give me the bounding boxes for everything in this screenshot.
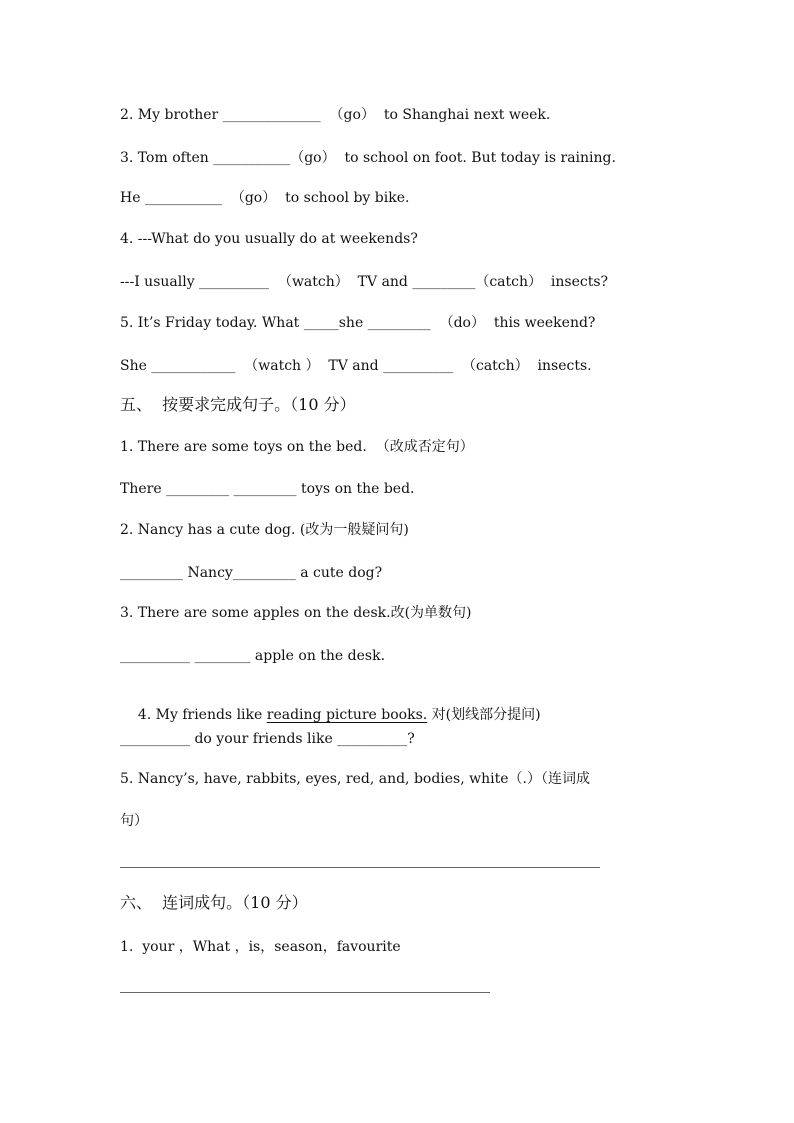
exercise-q3-line1: 3. Tom often ___________（go） to school on foot. But today is raining.: [120, 150, 616, 166]
section5-q1: 1. There are some toys on the bed. （改成否定句）: [120, 439, 474, 455]
section5-q5-line2: 句）: [120, 813, 148, 829]
section6-q1: 1. your ，What ，is，season，favourite: [120, 939, 401, 955]
section5-heading: 五、 按要求完成句子。（10 分）: [120, 395, 356, 414]
section5-q5-line1: 5. Nancy’s, have, rabbits, eyes, red, and, bodies, white（.）（连词成: [120, 771, 590, 787]
exercise-q5-line1: 5. It’s Friday today. What _____she _________ （do） this weekend?: [120, 315, 596, 331]
section5-q4-underlined-phrase: reading picture books.: [266, 707, 428, 723]
exercise-q5-line2: She ____________ （watch ） TV and __________ （catch） insects.: [120, 358, 592, 374]
section5-q1-answer: There _________ _________ toys on the bed.: [120, 481, 415, 497]
section5-q3-answer: __________ ________ apple on the desk.: [120, 648, 386, 664]
section6-heading: 六、 连词成句。（10 分）: [120, 893, 308, 912]
exercise-q3-line2: He ___________ （go） to school by bike.: [120, 190, 410, 206]
exercise-q4-line2: ---I usually __________ （watch） TV and _________（catch） insects?: [120, 274, 609, 290]
exercise-q4-line1: 4. ---What do you usually do at weekends?: [120, 231, 418, 247]
section5-q2-answer: _________ Nancy_________ a cute dog?: [120, 565, 383, 581]
section5-q4-prefix: 4. My friends like: [137, 707, 267, 723]
section5-q4-answer: __________ do your friends like __________?: [120, 731, 415, 747]
section5-q2: 2. Nancy has a cute dog. (改为一般疑问句): [120, 522, 409, 538]
exercise-q2: 2. My brother ______________ （go） to Shanghai next week.: [120, 107, 551, 123]
section5-q3: 3. There are some apples on the desk.改(为单数句): [120, 605, 472, 621]
section5-q5-answer-line: [120, 867, 600, 868]
section6-q1-answer-line: [120, 992, 490, 993]
section5-q4-suffix: 对(划线部分提问): [427, 707, 541, 723]
